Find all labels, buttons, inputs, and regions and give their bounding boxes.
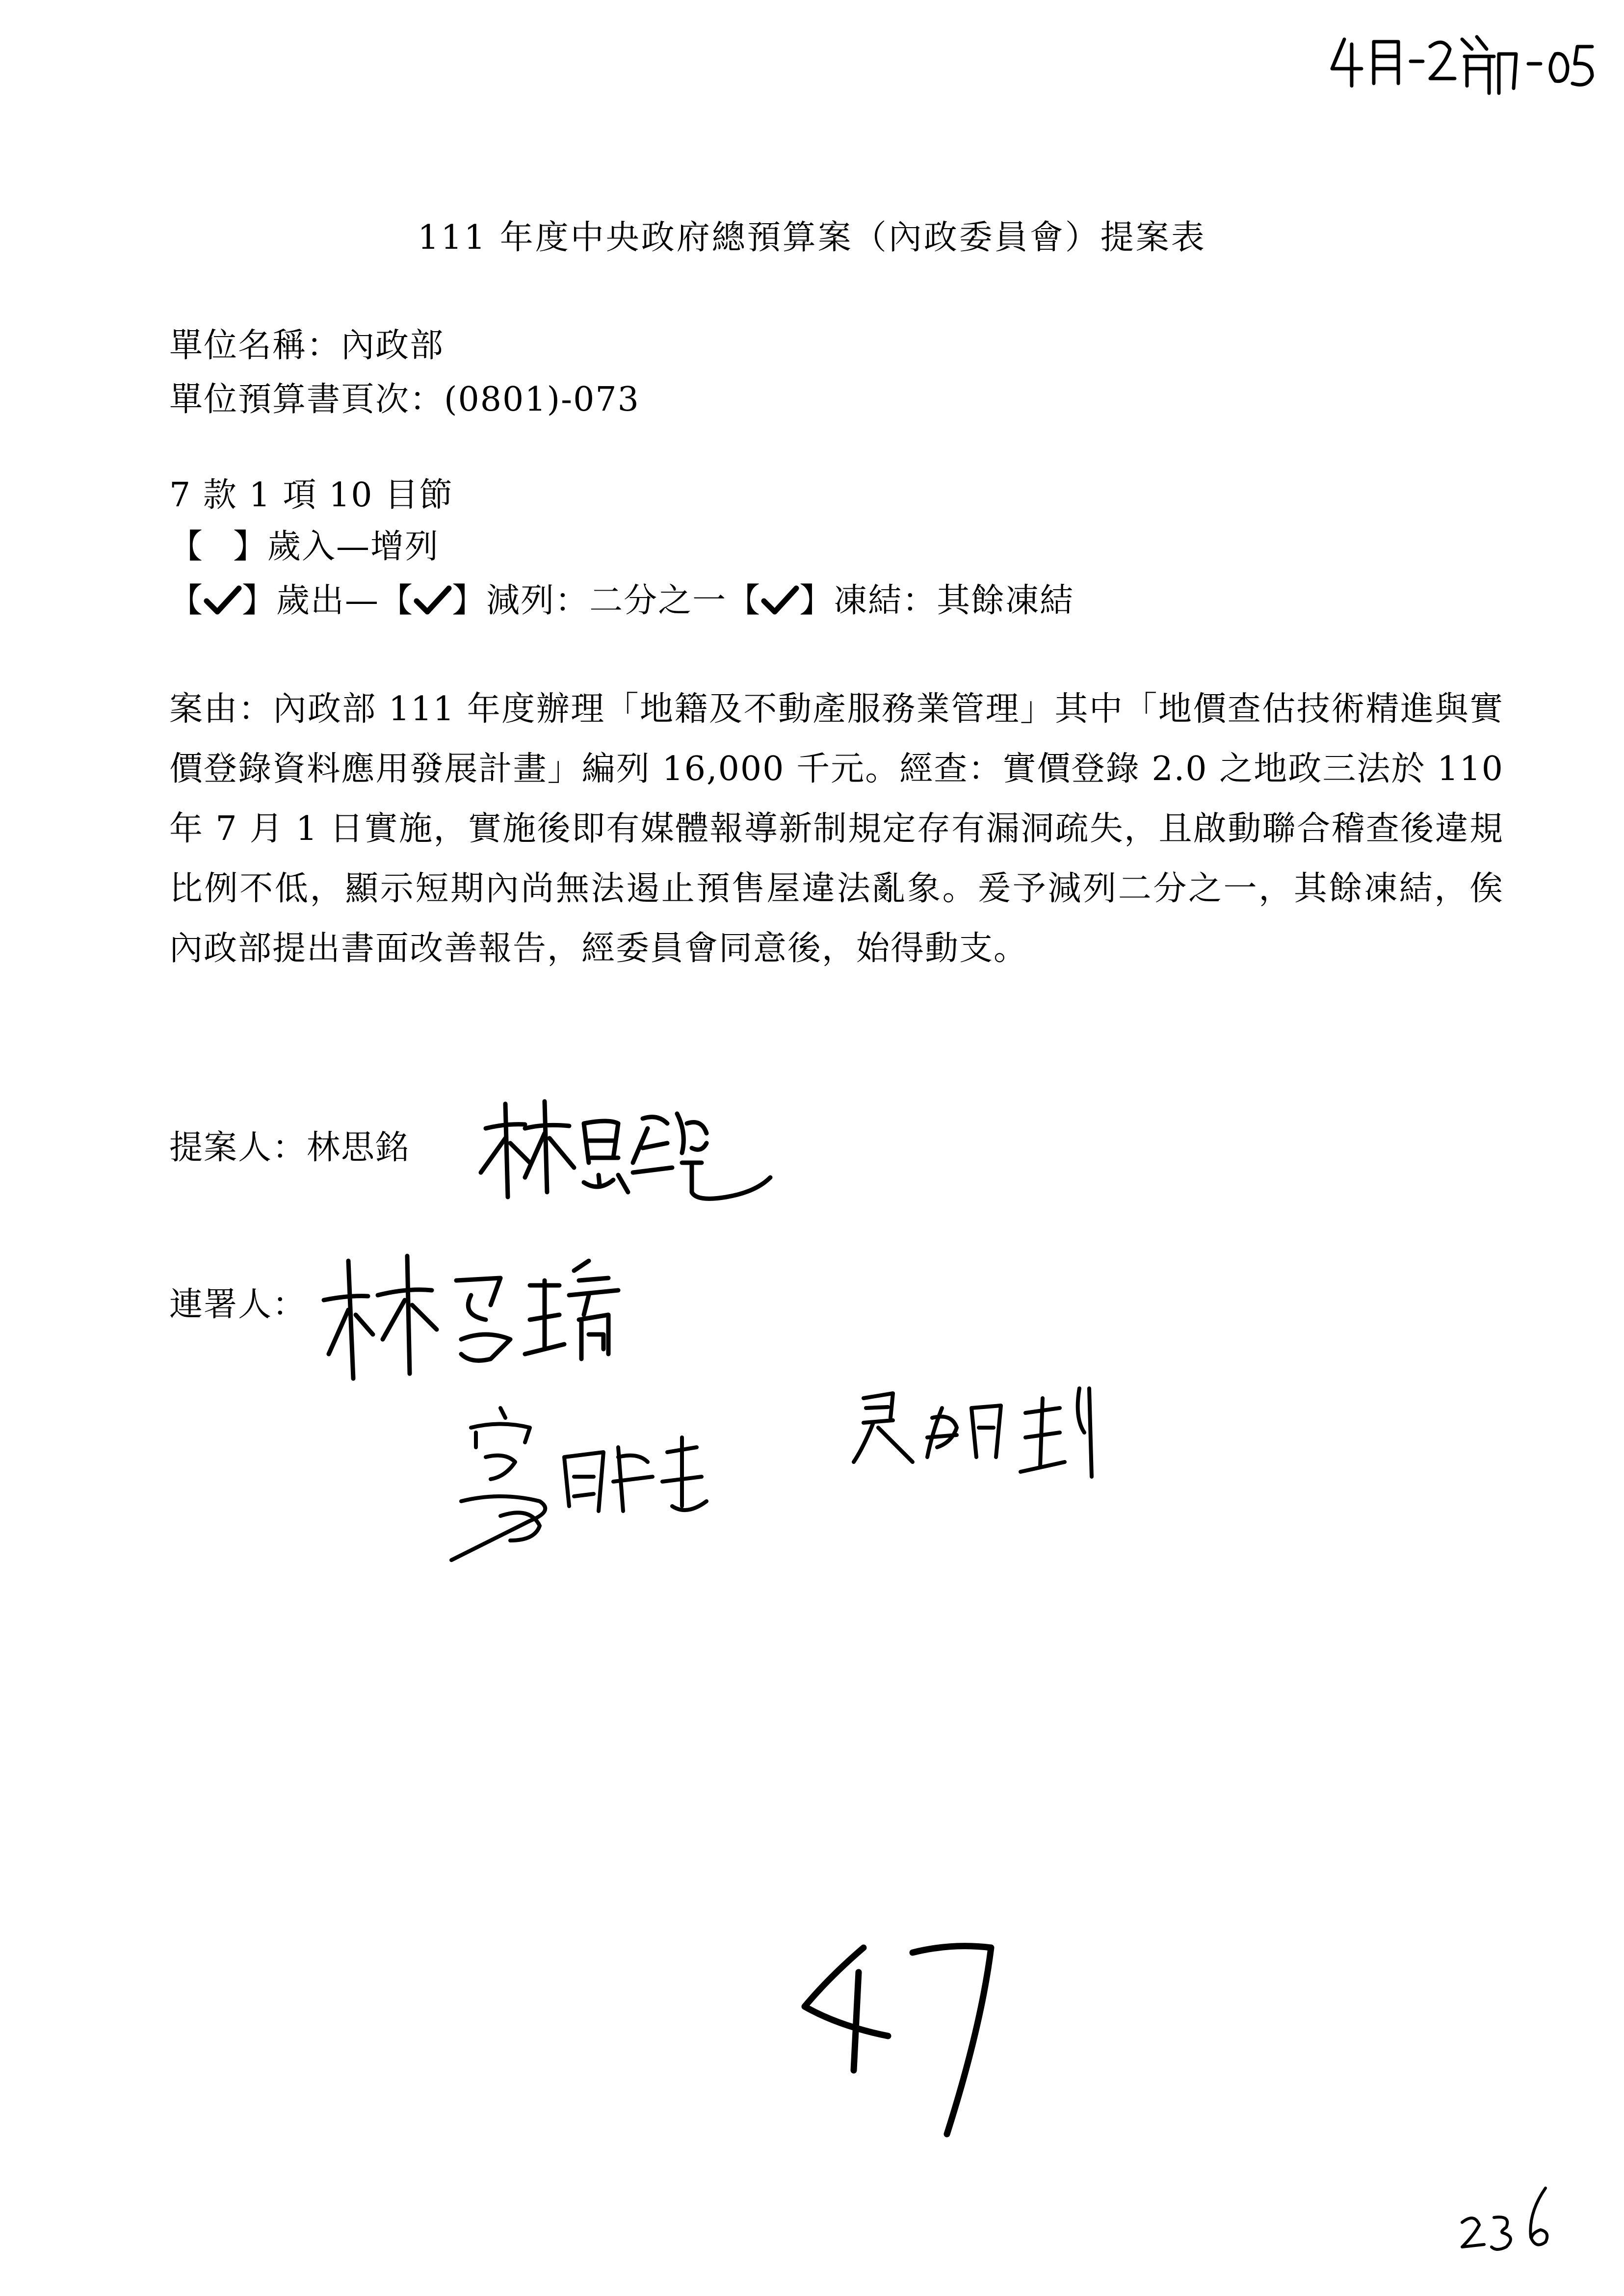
cosigner-signature-1-drawing xyxy=(314,1241,677,1388)
cosigner-signature-2-drawing xyxy=(442,1393,756,1570)
cut-check-icon xyxy=(414,585,452,615)
handwritten-header-note-drawing xyxy=(1325,20,1599,98)
budget-page-reference: 單位預算書頁次：(0801)-073 xyxy=(169,380,640,419)
revenue-increase-row xyxy=(169,520,439,568)
proposal-reason-paragraph: 案由：內政部 111 年度辦理「地籍及不動產服務業管理」其中「地價查估技術精進與實價登錄資料應用發展計畫」編列 16,000 千元。經查：實價登錄 2.0 之地政三法於 110 年 7 月 1 日實施，實施後即有媒體報導新制規定存有漏洞疏失，且啟動聯合稽查後違規比例不低，顯示短期內尚無法遏止預售屋違法亂象。爰予減列二分之一，其餘凍結，俟內政部提出書面改善報告，經委員會同意後，始得動支。 xyxy=(169,690,1504,968)
page-title: 111 年度中央政府總預算案（內政委員會）提案表 xyxy=(418,218,1206,257)
proposer-signature-drawing xyxy=(471,1094,785,1222)
cosigner-signature-1 xyxy=(314,1241,677,1388)
handwritten-header-note xyxy=(1325,20,1599,98)
handwritten-corner-number-drawing xyxy=(1447,2178,1575,2257)
cut-checkbox-open: 【 xyxy=(379,581,414,620)
handwritten-corner-number xyxy=(1447,2178,1575,2257)
freeze-check-icon xyxy=(761,585,799,615)
revenue-increase-label: 歲入—增列 xyxy=(267,527,440,566)
proposer-signature xyxy=(471,1094,785,1222)
cosigner-label: 連署人： xyxy=(169,1285,307,1324)
freeze-checkbox-close: 】 xyxy=(799,581,834,620)
cut-label: 減列：二分之一 xyxy=(486,581,727,620)
revenue-checkbox-open: 【 xyxy=(169,527,204,566)
expenditure-row xyxy=(169,574,1074,622)
handwritten-page-number-drawing xyxy=(785,1904,1040,2159)
cosigner-signature-3-drawing xyxy=(844,1379,1119,1487)
handwritten-page-number xyxy=(785,1904,1040,2159)
freeze-label: 凍結：其餘凍結 xyxy=(834,581,1074,620)
proposer-label: 提案人：林思銘 xyxy=(169,1128,410,1167)
expenditure-check-icon xyxy=(204,585,242,615)
unit-name: 單位名稱：內政部 xyxy=(169,326,445,365)
freeze-checkbox-open: 【 xyxy=(727,581,761,620)
budget-item-code: 7 款 1 項 10 目節 xyxy=(169,476,454,515)
cosigner-signature-3 xyxy=(844,1379,1119,1487)
revenue-checkbox-close: 】 xyxy=(233,527,268,566)
cosigner-signature-2 xyxy=(442,1393,756,1570)
expenditure-checkbox-open: 【 xyxy=(169,581,204,620)
expenditure-checkbox-close: 】 xyxy=(242,581,277,620)
expenditure-label: 歲出— xyxy=(276,581,380,620)
cut-checkbox-close: 】 xyxy=(452,581,487,620)
